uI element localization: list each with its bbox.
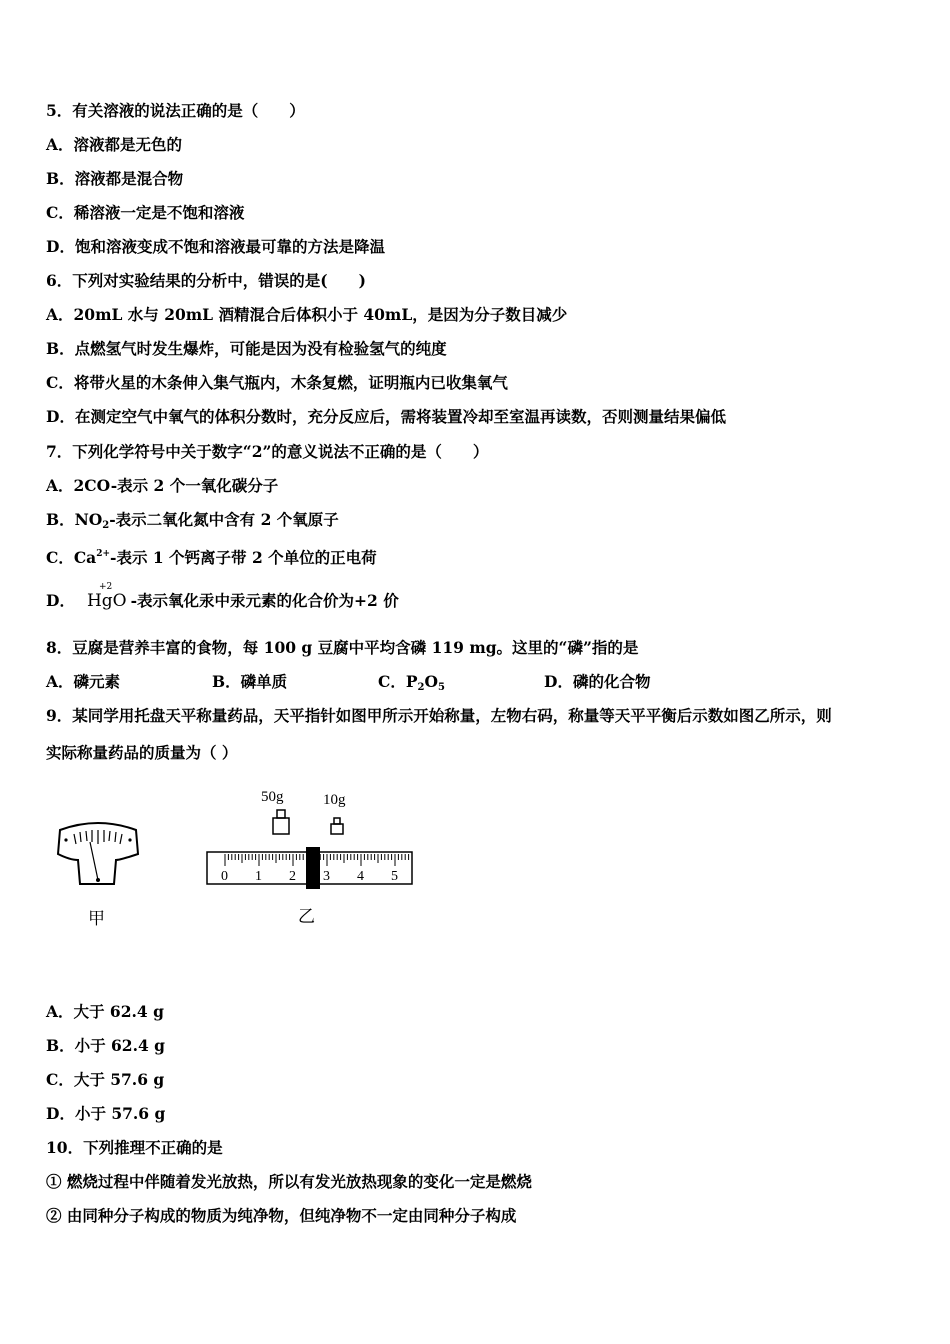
q8-options xyxy=(46,672,650,698)
hgo-text: HgO xyxy=(86,591,127,611)
q10-item-1: ① 燃烧过程中伴随着发光放热，所以有发光放热现象的变化一定是燃烧 xyxy=(46,1172,532,1191)
scale-tick-label: 4 xyxy=(357,869,364,884)
scale-tick-label: 2 xyxy=(289,869,296,884)
q8-option-d: D．磷的化合物 xyxy=(544,672,651,691)
q7-b-post: -表示二氧化氮中含有 2 个氧原子 xyxy=(109,510,339,529)
q9-option-c: C．大于 57.6 g xyxy=(46,1070,165,1089)
q9-option-d: D．小于 57.6 g xyxy=(46,1104,166,1123)
scale-tick-label: 1 xyxy=(255,869,262,884)
q6-option-a: A．20mL 水与 20mL 酒精混合后体积小于 40mL，是因为分子数目减少 xyxy=(46,305,568,324)
q8-c-pre: C．P xyxy=(378,672,418,691)
q5-option-c: C．稀溶液一定是不饱和溶液 xyxy=(46,203,245,222)
hgo-valence: +2 xyxy=(98,582,113,592)
q7-option-c xyxy=(46,544,377,568)
figure-label-yi: 乙 xyxy=(298,907,315,927)
q7-d-label: D． xyxy=(46,591,75,610)
q7-c-superscript: 2+ xyxy=(96,549,111,559)
q7-b-pre: B．NO xyxy=(46,510,103,529)
q6-option-c: C．将带火星的木条伸入集气瓶内，木条复燃，证明瓶内已收集氧气 xyxy=(46,373,508,392)
hgo-formula xyxy=(86,582,127,611)
q8-c-sub2: 5 xyxy=(437,682,445,693)
q9-stem-line1: 9．某同学用托盘天平称量药品，天平指针如图甲所示开始称量，左物右码，称量等天平平衡后示数如图乙所示，则 xyxy=(46,706,832,725)
q7-b-subscript: 2 xyxy=(102,520,110,531)
q5-option-d: D．饱和溶液变成不饱和溶液最可靠的方法是降温 xyxy=(46,237,385,256)
q10-item-2: ② 由同种分子构成的物质为纯净物，但纯净物不一定由同种分子构成 xyxy=(46,1206,517,1225)
q7-option-b xyxy=(46,510,339,536)
q5-option-b: B．溶液都是混合物 xyxy=(46,169,184,188)
q9-option-a: A．大于 62.4 g xyxy=(46,1002,164,1021)
scale-tick-label: 0 xyxy=(221,869,228,884)
figure-label-jia: 甲 xyxy=(88,909,105,929)
pointer-scale-diagram xyxy=(50,820,150,890)
q8-stem: 8．豆腐是营养丰富的食物，每 100 g 豆腐中平均含磷 119 mg。这里的“磷”指的是 xyxy=(46,638,639,657)
q7-option-d xyxy=(46,582,399,611)
q10-stem: 10．下列推理不正确的是 xyxy=(46,1138,223,1157)
q5-option-a: A．溶液都是无色的 xyxy=(46,135,183,154)
q6-option-d: D．在测定空气中氧气的体积分数时，充分反应后，需将装置冷却至室温再读数，否则测量结果偏低 xyxy=(46,407,726,426)
q7-c-pre: C．Ca xyxy=(46,548,97,567)
q7-d-post: -表示氧化汞中汞元素的化合价为+2 价 xyxy=(130,591,399,610)
q8-c-mid: O xyxy=(424,672,438,691)
q8-option-a: A．磷元素 xyxy=(46,672,121,691)
rider xyxy=(306,847,320,889)
scale-tick-label: 5 xyxy=(391,869,398,884)
q6-option-b: B．点燃氢气时发生爆炸，可能是因为没有检验氢气的纯度 xyxy=(46,339,447,358)
q5-stem: 5．有关溶液的说法正确的是（ ） xyxy=(46,101,305,120)
q7-stem: 7．下列化学符号中关于数字“2”的意义说法不正确的是（ ） xyxy=(46,442,489,461)
q7-c-post: -表示 1 个钙离子带 2 个单位的正电荷 xyxy=(110,548,377,567)
q8-option-b: B．磷单质 xyxy=(212,672,288,691)
q7-option-a: A．2CO-表示 2 个一氧化碳分子 xyxy=(46,476,279,495)
rider-scale-diagram xyxy=(205,780,420,900)
weight-50g-label: 50g xyxy=(261,789,284,805)
q8-option-c xyxy=(378,672,544,698)
weight-10g-icon xyxy=(331,818,343,834)
balance-figure xyxy=(50,780,430,930)
q8-c-sub1: 2 xyxy=(417,682,425,693)
q6-stem: 6．下列对实验结果的分析中，错误的是( ) xyxy=(46,271,366,290)
scale-tick-label: 3 xyxy=(323,869,330,884)
q9-stem-line2: 实际称量药品的质量为（ ） xyxy=(46,743,238,762)
weight-10g-label: 10g xyxy=(323,792,346,808)
q9-option-b: B．小于 62.4 g xyxy=(46,1036,165,1055)
weight-50g-icon xyxy=(273,810,289,834)
